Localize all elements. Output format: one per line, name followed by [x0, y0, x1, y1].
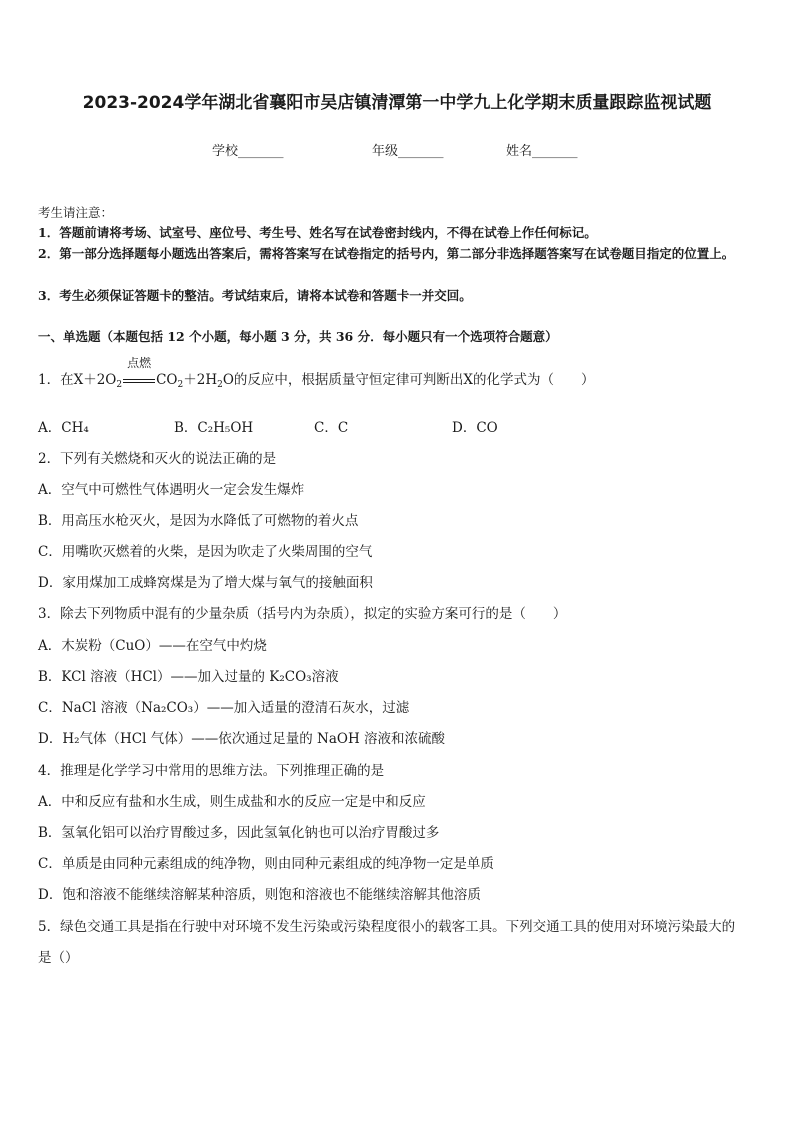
notice-item-1: 1．答题前请将考场、试室号、座位号、考生号、姓名写在试卷密封线内，不得在试卷上作任何标记。: [38, 225, 597, 240]
question-5: 5．绿色交通工具是指在行驶中对环境不发生污染或污染程度很小的载客工具。下列交通工具的使用对环境污染最大的: [38, 919, 736, 935]
q3-option-b: B．KCl 溶液（HCl）——加入过量的 K₂CO₃溶液: [38, 669, 339, 685]
q1-option-b: B．C₂H₅OH: [174, 420, 254, 436]
q4-option-a: A．中和反应有盐和水生成，则生成盐和水的反应一定是中和反应: [38, 794, 426, 810]
exam-title: 2023-2024学年湖北省襄阳市吴店镇清潭第一中学九上化学期末质量跟踪监视试题: [82, 93, 712, 113]
q4-option-d: D．饱和溶液不能继续溶解某种溶质，则饱和溶液也不能继续溶解其他溶质: [38, 887, 481, 903]
grade-field: 年级_______: [372, 144, 444, 159]
question-2: 2．下列有关燃烧和灭火的说法正确的是: [38, 451, 277, 467]
question-1: 1．在$X+2O_2$ 点燃 $CO_2+2H_2O$的反应中，根据质量守恒定律可判断出X的化学式为（ ）: [38, 355, 595, 390]
q1-prefix: 1．在X＋2O: [38, 372, 117, 388]
school-field: 学校_______: [212, 144, 284, 159]
q2-option-c: C．用嘴吹灭燃着的火柴，是因为吹走了火柴周围的空气: [38, 544, 373, 560]
question-4: 4．推理是化学学习中常用的思维方法。下列推理正确的是: [38, 763, 385, 779]
q3-option-a: A．木炭粉（CuO）——在空气中灼烧: [38, 638, 267, 654]
q4-option-b: B．氢氧化铝可以治疗胃酸过多，因此氢氧化钠也可以治疗胃酸过多: [38, 825, 440, 841]
q1-option-d: D．CO: [452, 420, 498, 436]
q1-option-a: A．CH₄: [38, 420, 89, 436]
notice-heading: 考生请注意：: [38, 205, 114, 220]
q2-option-b: B．用高压水枪灭火，是因为水降低了可燃物的着火点: [38, 513, 359, 529]
q2-option-a: A．空气中可燃性气体遇明火一定会发生爆炸: [38, 482, 305, 498]
question-5-cont: 是（）: [38, 950, 79, 966]
q3-option-d: D．H₂气体（HCl 气体）——依次通过足量的 NaOH 溶液和浓硫酸: [38, 731, 446, 747]
question-3: 3．除去下列物质中混有的少量杂质（括号内为杂质），拟定的实验方案可行的是（ ）: [38, 606, 567, 622]
reaction-condition: 点燃: [127, 355, 152, 370]
q1-option-c: C．C: [314, 420, 349, 436]
q3-option-c: C．NaCl 溶液（Na₂CO₃）——加入适量的澄清石灰水，过滤: [38, 700, 410, 716]
q4-option-c: C．单质是由同种元素组成的纯净物，则由同种元素组成的纯净物一定是单质: [38, 856, 494, 872]
reaction-arrow: [122, 355, 156, 388]
name-field: 姓名_______: [506, 144, 578, 159]
notice-item-2: 2．第一部分选择题每小题选出答案后，需将答案写在试卷指定的括号内，第二部分非选择题答案写在试卷题目指定的位置上。: [38, 246, 735, 261]
section-heading: 一、单选题（本题包括 12 个小题，每小题 3 分，共 36 分．每小题只有一个选项符合题意）: [38, 329, 558, 344]
q2-option-d: D．家用煤加工成蜂窝煤是为了增大煤与氧气的接触面积: [38, 575, 373, 591]
notice-item-3: 3．考生必须保证答题卡的整洁。考试结束后，请将本试卷和答题卡一并交回。: [38, 288, 472, 303]
q1-suffix: 的反应中，根据质量守恒定律可判断出X的化学式为（ ）: [233, 372, 595, 388]
